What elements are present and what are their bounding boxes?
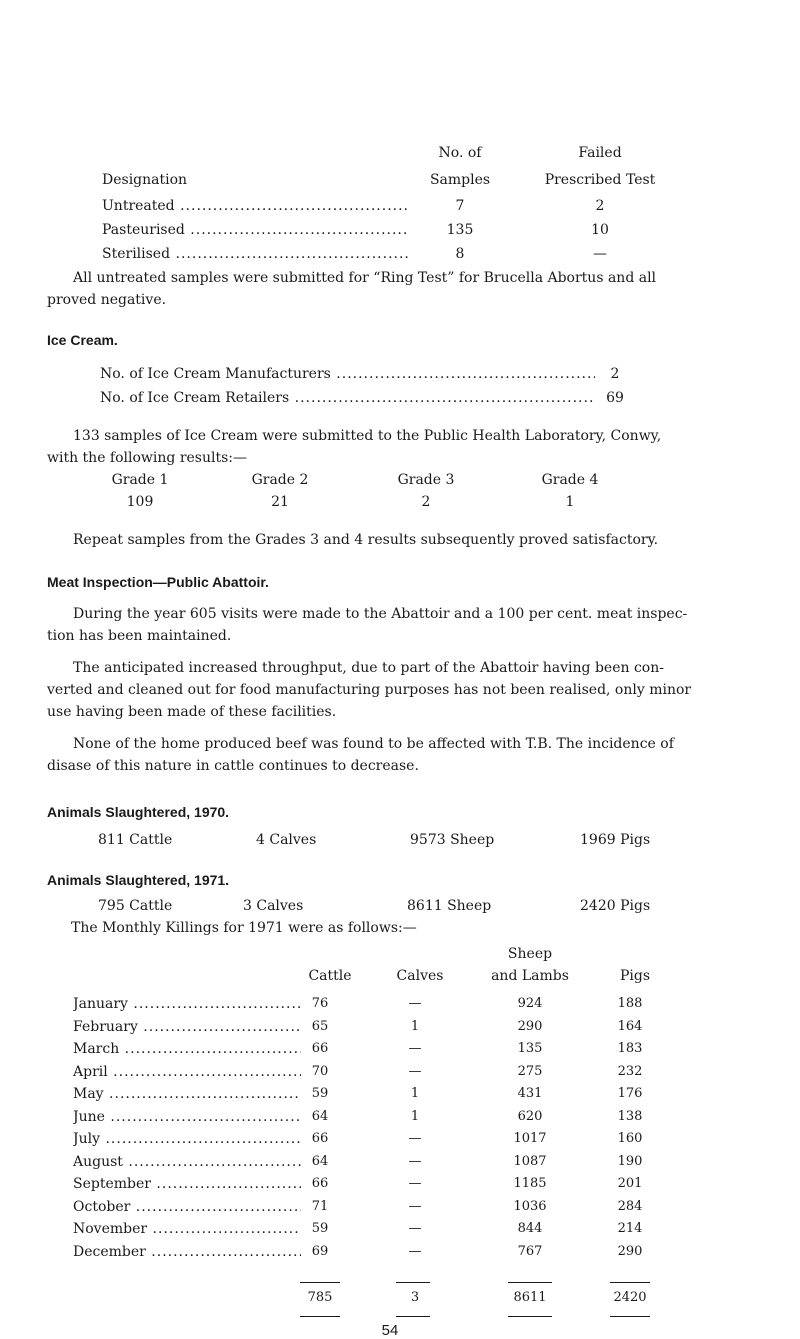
calves-value: — bbox=[408, 996, 422, 1011]
sheep-value: 620 bbox=[517, 1109, 543, 1124]
samples-header-line2: Samples bbox=[429, 172, 491, 188]
calves-value: — bbox=[408, 1064, 422, 1079]
sheep-value: 767 bbox=[517, 1244, 543, 1259]
cattle-header: Cattle bbox=[308, 968, 352, 984]
slaughter-1971-sheep: 8611 Sheep bbox=[407, 898, 492, 914]
calves-value: — bbox=[408, 1199, 422, 1214]
calves-value: — bbox=[408, 1244, 422, 1259]
sheep-value: 431 bbox=[517, 1086, 543, 1101]
month-label: September ..... bbox=[73, 1176, 301, 1192]
month-label: November ..... bbox=[73, 1221, 301, 1237]
sheep-header-line2: and Lambs bbox=[491, 968, 569, 984]
cattle-value: 59 bbox=[311, 1221, 329, 1236]
total-rule-bottom bbox=[300, 1316, 340, 1317]
milk-samples: 135 bbox=[446, 222, 474, 238]
calves-value: — bbox=[408, 1041, 422, 1056]
total-rule-bottom bbox=[508, 1316, 552, 1317]
cattle-value: 66 bbox=[311, 1041, 329, 1056]
total-rule-bottom bbox=[610, 1316, 650, 1317]
meat-para1-line1: During the year 605 visits were made to the Abattoir and a 100 per cent. meat inspec- bbox=[73, 606, 688, 622]
pigs-value: 183 bbox=[617, 1041, 643, 1056]
slaughter-1970-cattle: 811 Cattle bbox=[98, 832, 173, 848]
designation-header: Designation bbox=[102, 172, 188, 188]
cattle-value: 66 bbox=[311, 1176, 329, 1191]
meat-para2-line3: use having been made of these facilities. bbox=[47, 704, 337, 720]
month-label: January ..... bbox=[73, 996, 301, 1012]
sheep-value: 1036 bbox=[513, 1199, 547, 1214]
ice-cream-heading: Ice Cream. bbox=[47, 332, 118, 348]
ice-cream-para-line2: with the following results:— bbox=[47, 450, 247, 466]
calves-value: — bbox=[408, 1154, 422, 1169]
meat-para2-line1: The anticipated increased throughput, due to part of the Abattoir having been con- bbox=[73, 660, 664, 676]
pigs-value: 232 bbox=[617, 1064, 643, 1079]
grade-value: 2 bbox=[421, 494, 431, 510]
milk-failed: 10 bbox=[591, 222, 609, 238]
ice-cream-retailers-label: No. of Ice Cream Retailers ..... bbox=[100, 390, 595, 406]
cattle-value: 64 bbox=[311, 1154, 329, 1169]
month-label: October ..... bbox=[73, 1199, 301, 1215]
month-label: July ..... bbox=[73, 1131, 301, 1147]
total-rule-top bbox=[508, 1282, 552, 1283]
total-rule-top bbox=[610, 1282, 650, 1283]
repeat-note: Repeat samples from the Grades 3 and 4 results subsequently proved satisfactory. bbox=[73, 532, 659, 548]
milk-samples: 7 bbox=[455, 198, 465, 214]
cattle-value: 71 bbox=[311, 1199, 329, 1214]
sheep-value: 1087 bbox=[513, 1154, 547, 1169]
grade-label: Grade 1 bbox=[111, 472, 169, 488]
pigs-value: 176 bbox=[617, 1086, 643, 1101]
total-sheep: 8611 bbox=[513, 1290, 547, 1305]
meat-heading: Meat Inspection—Public Abattoir. bbox=[47, 574, 269, 590]
slaughter-1970-calves: 4 Calves bbox=[256, 832, 317, 848]
milk-designation: Sterilised ..... bbox=[102, 246, 408, 262]
total-rule-top bbox=[300, 1282, 340, 1283]
pigs-value: 160 bbox=[617, 1131, 643, 1146]
month-label: June ..... bbox=[73, 1109, 301, 1125]
failed-header-line1: Failed bbox=[578, 145, 622, 161]
page-number: 54 bbox=[381, 1322, 399, 1339]
calves-value: 1 bbox=[410, 1019, 420, 1034]
cattle-value: 65 bbox=[311, 1019, 329, 1034]
failed-header-line2: Prescribed Test bbox=[544, 172, 656, 188]
pigs-value: 201 bbox=[617, 1176, 643, 1191]
total-calves: 3 bbox=[410, 1290, 420, 1305]
sheep-value: 844 bbox=[517, 1221, 543, 1236]
calves-value: 1 bbox=[410, 1086, 420, 1101]
grade-label: Grade 4 bbox=[541, 472, 599, 488]
meat-para3-line2: disase of this nature in cattle continues to decrease. bbox=[47, 758, 419, 774]
milk-samples: 8 bbox=[455, 246, 465, 262]
grade-label: Grade 2 bbox=[251, 472, 309, 488]
pigs-value: 214 bbox=[617, 1221, 643, 1236]
month-label: March ..... bbox=[73, 1041, 301, 1057]
monthly-intro: The Monthly Killings for 1971 were as follows:— bbox=[71, 920, 417, 936]
pigs-header: Pigs bbox=[619, 968, 651, 984]
cattle-value: 64 bbox=[311, 1109, 329, 1124]
milk-note-line2: proved negative. bbox=[47, 292, 167, 308]
cattle-value: 76 bbox=[311, 996, 329, 1011]
grade-value: 21 bbox=[271, 494, 289, 510]
calves-value: — bbox=[408, 1221, 422, 1236]
meat-para2-line2: verted and cleaned out for food manufacturing purposes has not been realised, only minor bbox=[47, 682, 692, 698]
meat-para3-line1: None of the home produced beef was found to be affected with T.B. The incidence of bbox=[73, 736, 674, 752]
samples-header-line1: No. of bbox=[438, 145, 482, 161]
ice-cream-para-line1: 133 samples of Ice Cream were submitted to the Public Health Laboratory, Conwy, bbox=[73, 428, 662, 444]
pigs-value: 190 bbox=[617, 1154, 643, 1169]
slaughter-1970-heading: Animals Slaughtered, 1970. bbox=[47, 804, 230, 820]
cattle-value: 66 bbox=[311, 1131, 329, 1146]
total-pigs: 2420 bbox=[613, 1290, 647, 1305]
grade-value: 1 bbox=[565, 494, 575, 510]
milk-designation: Pasteurised ..... bbox=[102, 222, 408, 238]
sheep-value: 290 bbox=[517, 1019, 543, 1034]
total-rule-top bbox=[396, 1282, 430, 1283]
calves-value: — bbox=[408, 1176, 422, 1191]
sheep-header-line1: Sheep bbox=[507, 946, 553, 962]
cattle-value: 69 bbox=[311, 1244, 329, 1259]
ice-cream-manufacturers-value: 2 bbox=[610, 366, 620, 382]
slaughter-1971-cattle: 795 Cattle bbox=[98, 898, 173, 914]
ice-cream-manufacturers-label: No. of Ice Cream Manufacturers ..... bbox=[100, 366, 595, 382]
sheep-value: 275 bbox=[517, 1064, 543, 1079]
slaughter-1971-pigs: 2420 Pigs bbox=[580, 898, 651, 914]
sheep-value: 1185 bbox=[513, 1176, 547, 1191]
calves-value: — bbox=[408, 1131, 422, 1146]
meat-para1-line2: tion has been maintained. bbox=[47, 628, 232, 644]
pigs-value: 138 bbox=[617, 1109, 643, 1124]
cattle-value: 59 bbox=[311, 1086, 329, 1101]
cattle-value: 70 bbox=[311, 1064, 329, 1079]
grade-label: Grade 3 bbox=[397, 472, 455, 488]
total-rule-bottom bbox=[396, 1316, 430, 1317]
month-label: February ..... bbox=[73, 1019, 301, 1035]
pigs-value: 284 bbox=[617, 1199, 643, 1214]
milk-failed: 2 bbox=[595, 198, 605, 214]
grade-value: 109 bbox=[126, 494, 154, 510]
pigs-value: 188 bbox=[617, 996, 643, 1011]
calves-value: 1 bbox=[410, 1109, 420, 1124]
month-label: August ..... bbox=[73, 1154, 301, 1170]
slaughter-1970-sheep: 9573 Sheep bbox=[410, 832, 495, 848]
month-label: May ..... bbox=[73, 1086, 301, 1102]
calves-header: Calves bbox=[396, 968, 444, 984]
pigs-value: 290 bbox=[617, 1244, 643, 1259]
slaughter-1971-heading: Animals Slaughtered, 1971. bbox=[47, 872, 230, 888]
milk-failed: — bbox=[593, 246, 607, 262]
pigs-value: 164 bbox=[617, 1019, 643, 1034]
month-label: April ..... bbox=[73, 1064, 301, 1080]
total-cattle: 785 bbox=[307, 1290, 333, 1305]
sheep-value: 135 bbox=[517, 1041, 543, 1056]
milk-note-line1: All untreated samples were submitted for “Ring Test” for Brucella Abortus and all bbox=[73, 270, 657, 286]
sheep-value: 924 bbox=[517, 996, 543, 1011]
slaughter-1970-pigs: 1969 Pigs bbox=[580, 832, 651, 848]
slaughter-1971-calves: 3 Calves bbox=[243, 898, 304, 914]
ice-cream-retailers-value: 69 bbox=[606, 390, 624, 406]
milk-designation: Untreated ..... bbox=[102, 198, 408, 214]
sheep-value: 1017 bbox=[513, 1131, 547, 1146]
month-label: December ..... bbox=[73, 1244, 301, 1260]
